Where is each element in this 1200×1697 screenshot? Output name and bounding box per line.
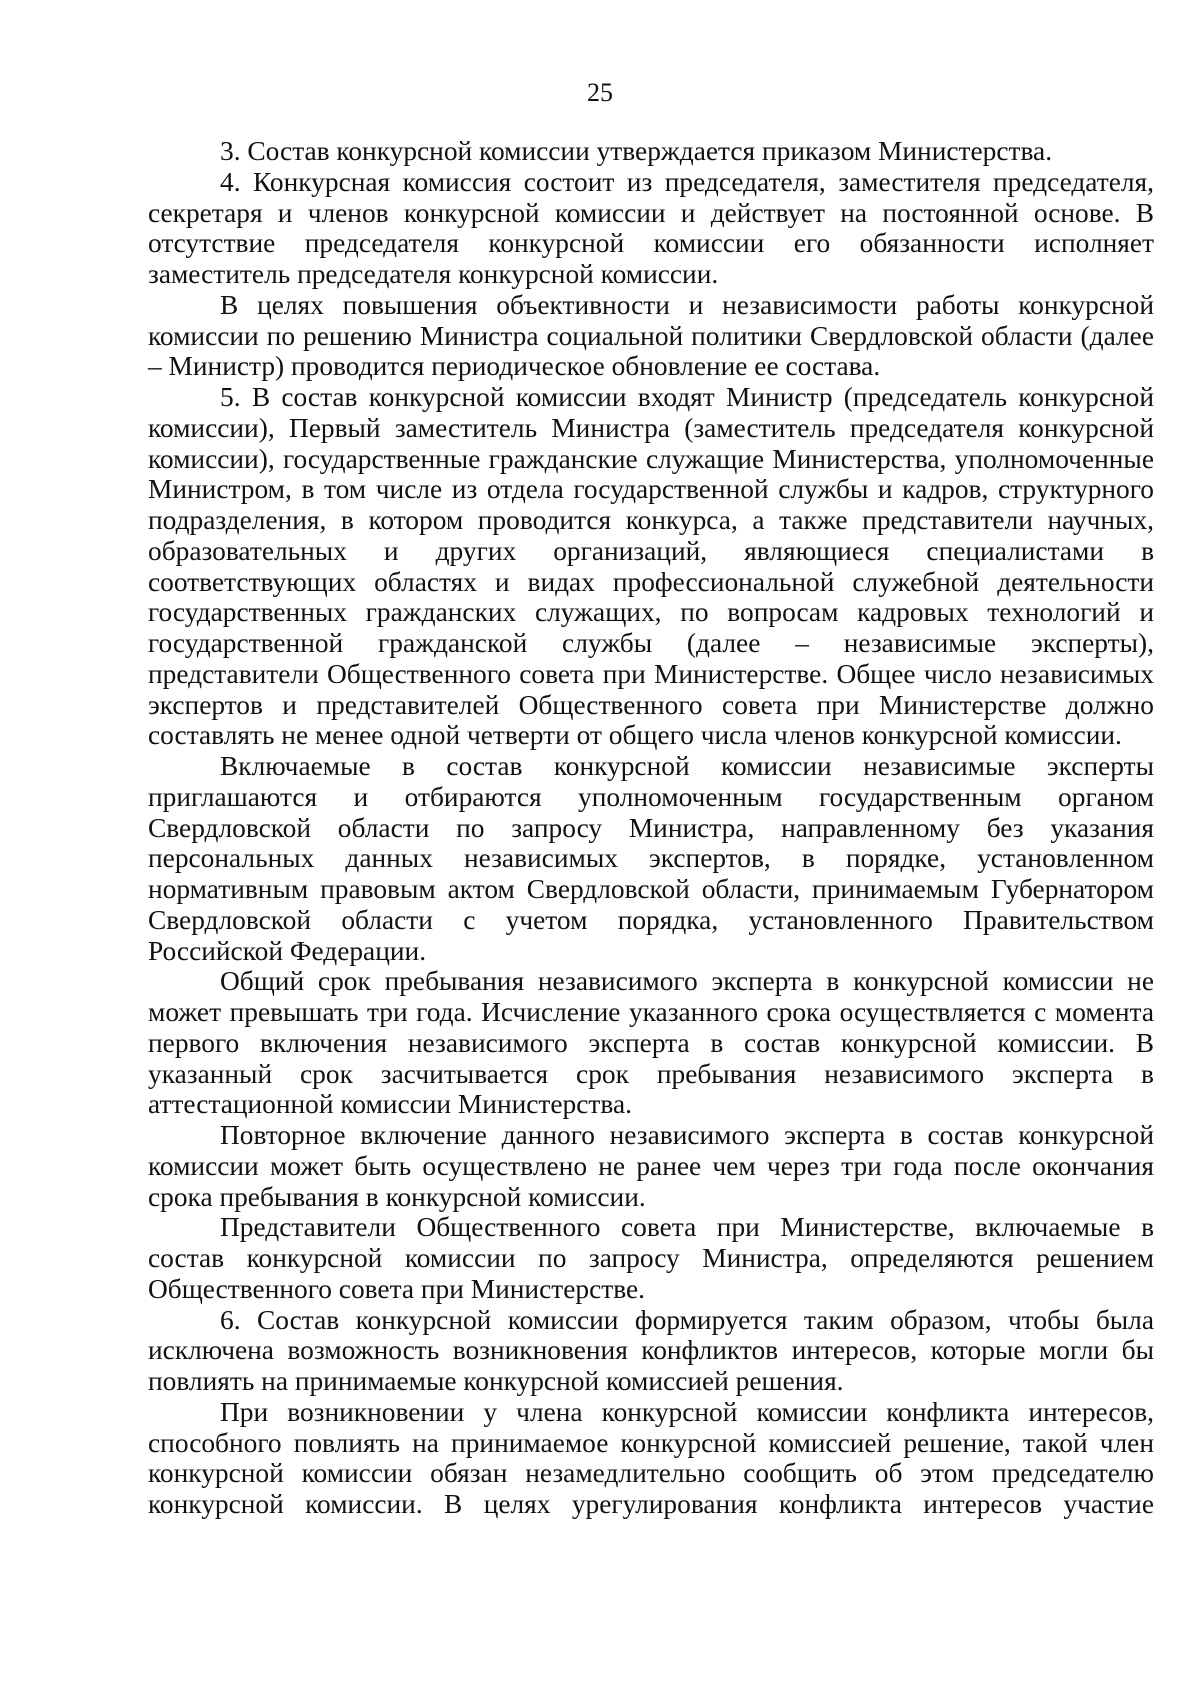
paragraph-term-limit: Общий срок пребывания независимого эксперта в конкурсной комиссии не может превышать три года. Исчисление указанного срока осуществляется с момента первого включения независимого эксперта в состав конкурсной комиссии. В указанный срок засчитывается срок пребывания независимого эксперта в аттестационной комиссии Министерства. [148, 966, 1154, 1120]
paragraph-6: 6. Состав конкурсной комиссии формируется таким образом, чтобы была исключена возможность возникновения конфликтов интересов, которые могли бы повлиять на принимаемые конкурсной комиссией решения. [148, 1304, 1154, 1396]
paragraph-experts-invited: Включаемые в состав конкурсной комиссии независимые эксперты приглашаются и отбираются уполномоченным государственным органом Свердловской области по запросу Министра, направленному без указания персональных данных независимых экспертов, в порядке, установленном нормативным правовым актом Свердловской области, принимаемым Губернатором Свердловской области с учетом порядка, установленного Правительством Российской Федерации. [148, 751, 1154, 966]
document-body [148, 136, 1154, 1520]
paragraph-4: 4. Конкурсная комиссия состоит из председателя, заместителя председателя, секретаря и членов конкурсной комиссии и действует на постоянной основе. В отсутствие председателя конкурсной комиссии его обязанности исполняет заместитель председателя конкурсной комиссии. [148, 166, 1154, 289]
paragraph-repeat-inclusion: Повторное включение данного независимого эксперта в состав конкурсной комиссии может быть осуществлено не ранее чем через три года после окончания срока пребывания в конкурсной комиссии. [148, 1120, 1154, 1212]
paragraph-5: 5. В состав конкурсной комиссии входят Министр (председатель конкурсной комиссии), Первый заместитель Министра (заместитель председателя конкурсной комиссии), государственные гражданские служащие Министерства, уполномоченные Министром, в том числе из отдела государственной службы и кадров, структурного подразделения, в котором проводится конкурса, а также представители научных, образовательных и других организаций, являющиеся специалистами в соответствующих областях и видах профессиональной служебной деятельности государственных гражданских служащих, по вопросам кадровых технологий и государственной гражданской службы (далее – независимые эксперты), представители Общественного совета при Министерстве. Общее число независимых экспертов и представителей Общественного совета при Министерстве должно составлять не менее одной четверти от общего числа членов конкурсной комиссии. [148, 382, 1154, 751]
paragraph-3: 3. Состав конкурсной комиссии утверждается приказом Министерства. [220, 136, 1053, 166]
page-number: 25 [587, 78, 613, 107]
paragraph-objectivity: В целях повышения объективности и независимости работы конкурсной комиссии по решению Министра социальной политики Свердловской области (далее – Министр) проводится периодическое обновление ее состава. [148, 289, 1154, 382]
paragraph-council-representatives: Представители Общественного совета при Министерстве, включаемые в состав конкурсной комиссии по запросу Министра, определяются решением Общественного совета при Министерстве. [148, 1212, 1154, 1304]
paragraph-conflict-of-interest: При возникновении у члена конкурсной комиссии конфликта интересов, способного повлиять на принимаемое конкурсной комиссией решение, такой член конкурсной комиссии обязан незамедлительно сообщить об этом председателю конкурсной комиссии. В целях урегулирования конфликта интересов участие [148, 1396, 1154, 1519]
